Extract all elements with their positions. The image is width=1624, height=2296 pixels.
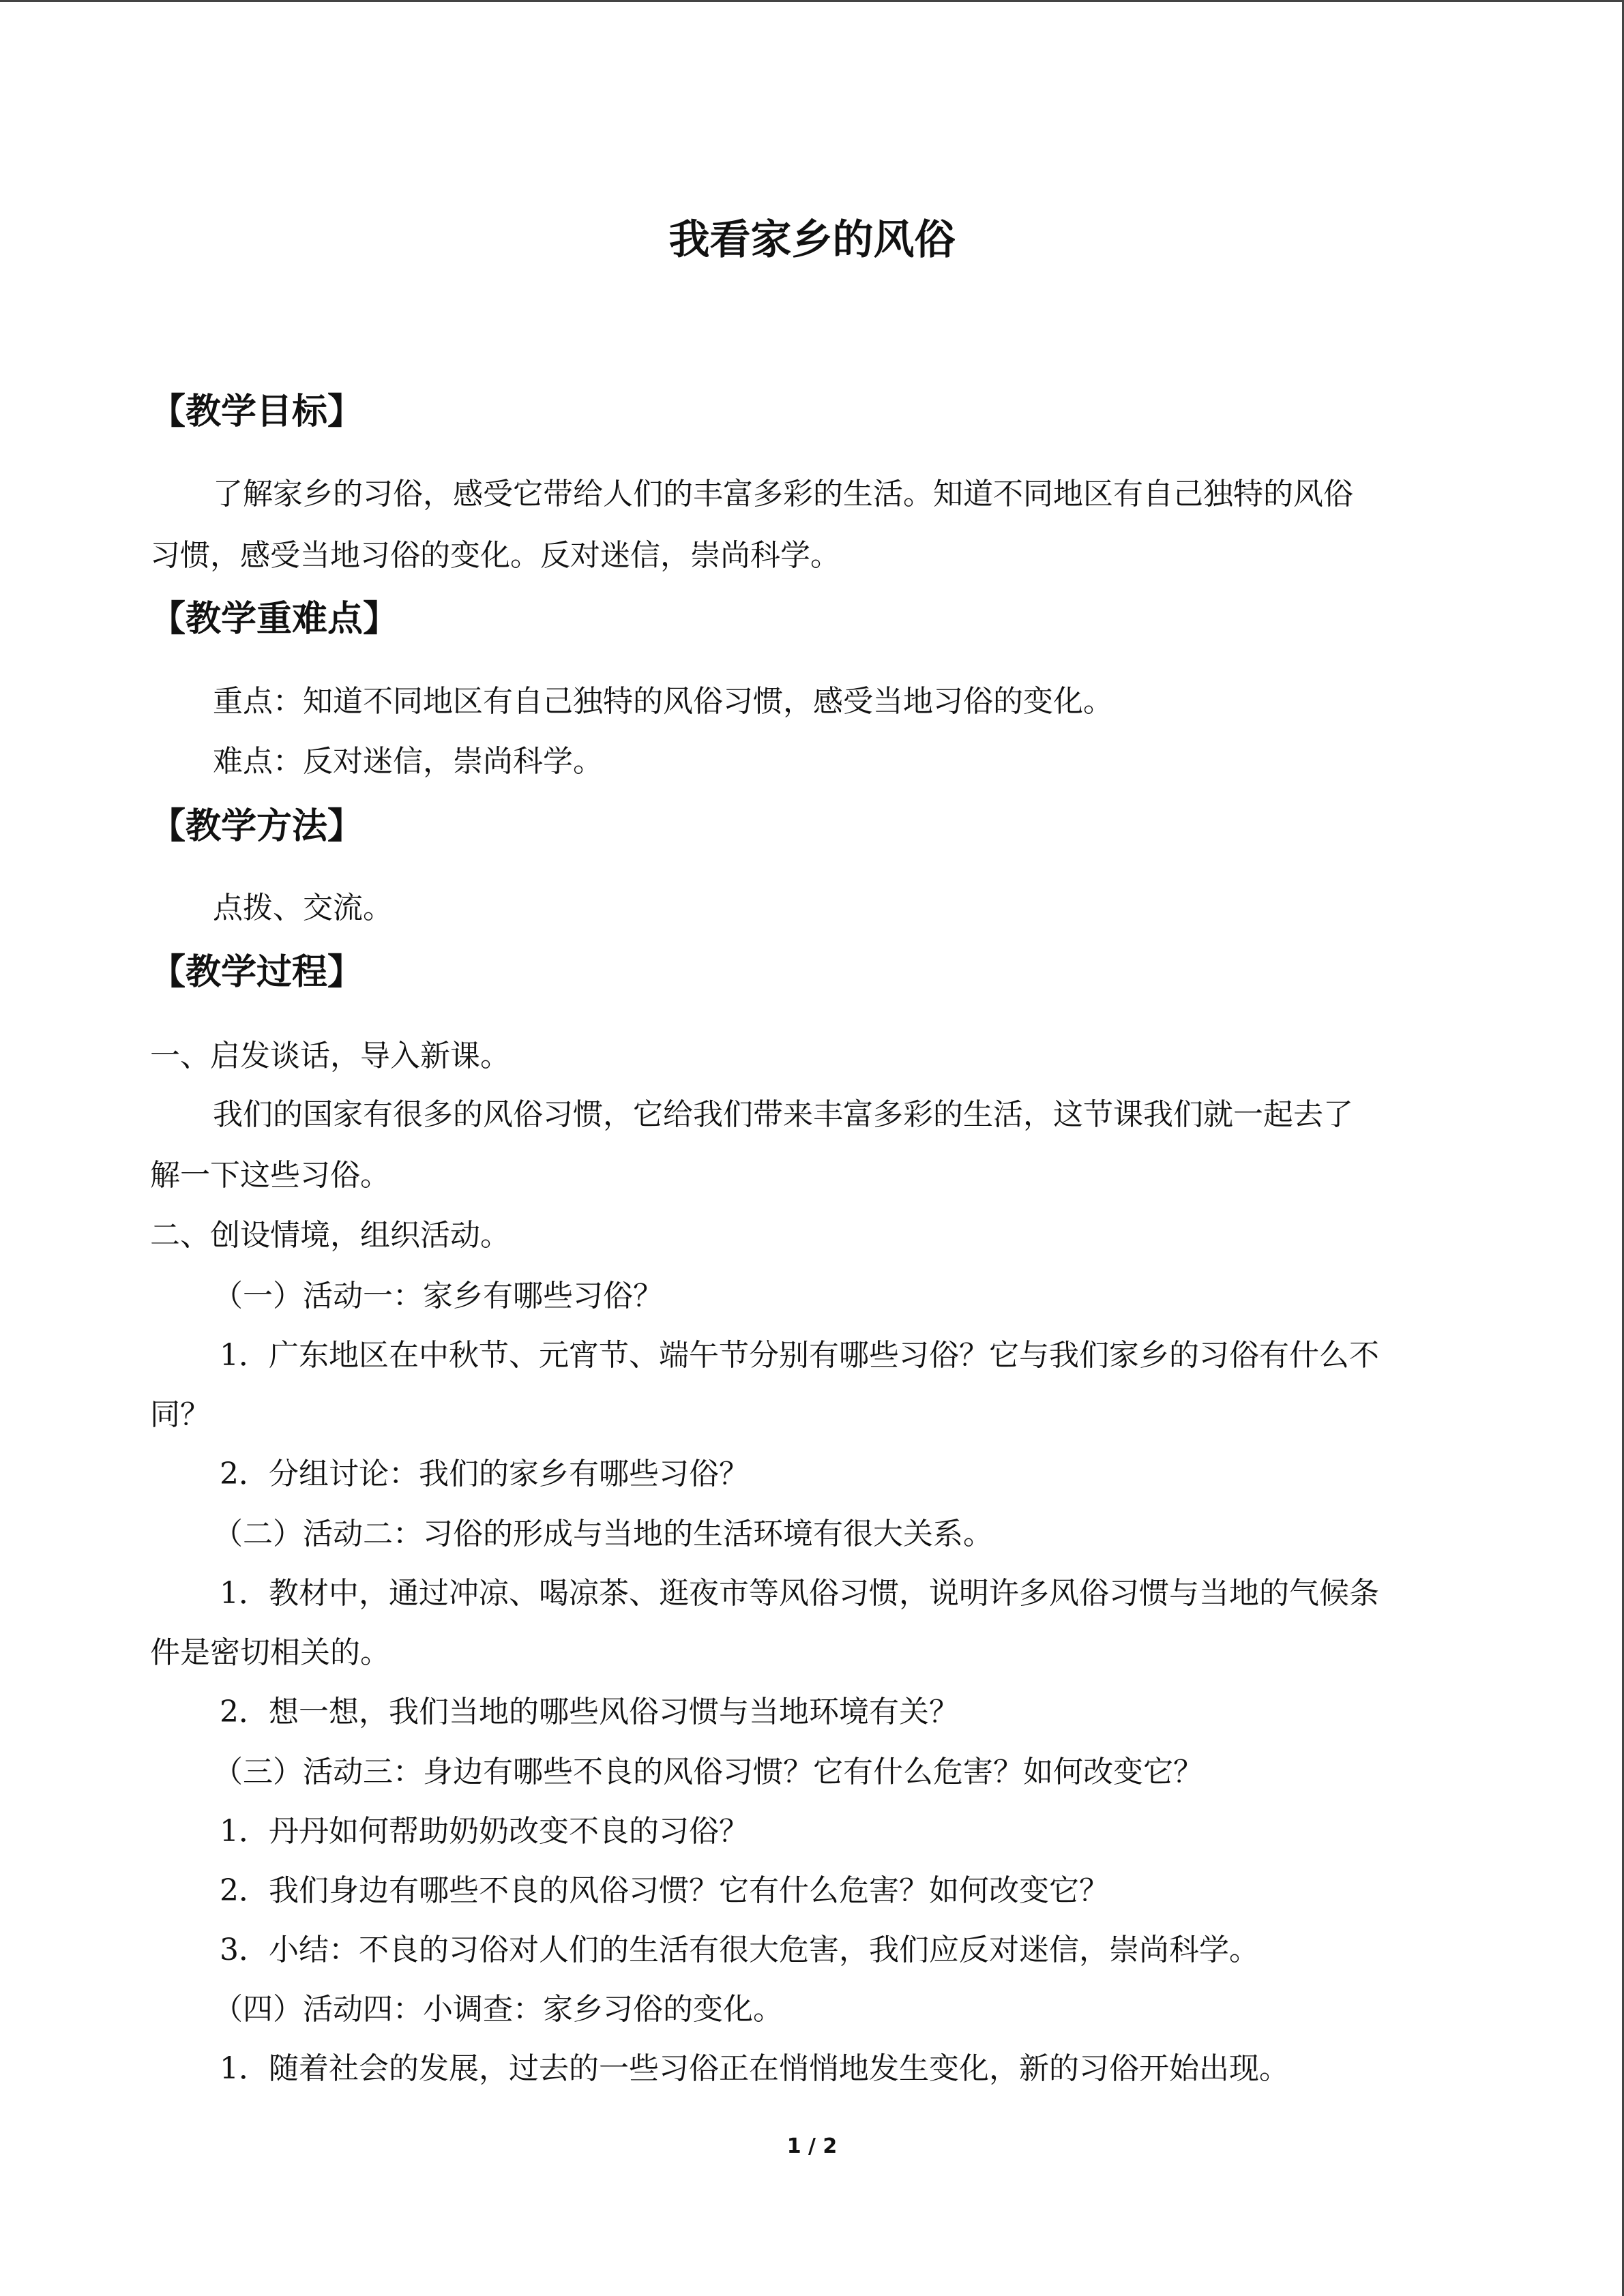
process-line-8: 2．分组讨论：我们的家乡有哪些习俗？ <box>220 1457 749 1491</box>
objectives-line-2: 习惯，感受当地习俗的变化。反对迷信，崇尚科学。 <box>150 538 840 573</box>
process-line-7: 同？ <box>150 1397 210 1432</box>
process-line-18: 1．随着社会的发展，过去的一些习俗正在悄悄地发生变化，新的习俗开始出现。 <box>220 2051 1289 2086</box>
process-line-15: 2．我们身边有哪些不良的风俗习惯？它有什么危害？如何改变它？ <box>220 1873 1109 1908</box>
methods-line-1: 点拨、交流。 <box>213 891 393 925</box>
process-line-6: 1．广东地区在中秋节、元宵节、端午节分别有哪些习俗？它与我们家乡的习俗有什么不 <box>220 1338 1379 1373</box>
process-line-12: 2．想一想，我们当地的哪些风俗习惯与当地环境有关？ <box>220 1695 959 1729</box>
process-line-10: 1．教材中，通过冲凉、喝凉茶、逛夜市等风俗习惯，说明许多风俗习惯与当地的气候条 <box>220 1576 1379 1611</box>
heading-process: 【教学过程】 <box>150 952 364 993</box>
process-line-5: （一）活动一：家乡有哪些习俗？ <box>213 1279 663 1313</box>
heading-key-points: 【教学重难点】 <box>150 599 399 640</box>
process-line-9: （二）活动二：习俗的形成与当地的生活环境有很大关系。 <box>213 1517 993 1551</box>
heading-methods: 【教学方法】 <box>150 806 364 847</box>
process-line-2: 我们的国家有很多的风俗习惯，它给我们带来丰富多彩的生活，这节课我们就一起去了 <box>213 1097 1353 1132</box>
process-line-14: 1．丹丹如何帮助奶奶改变不良的习俗？ <box>220 1814 749 1849</box>
page-number: 1 / 2 <box>786 2134 838 2158</box>
key-points-line-2: 难点：反对迷信，崇尚科学。 <box>213 744 603 779</box>
process-line-17: （四）活动四：小调查：家乡习俗的变化。 <box>213 1992 783 2027</box>
process-line-11: 件是密切相关的。 <box>150 1635 390 1670</box>
process-line-1: 一、启发谈话，导入新课。 <box>150 1039 510 1073</box>
process-line-3: 解一下这些习俗。 <box>150 1158 390 1193</box>
process-line-16: 3．小结：不良的习俗对人们的生活有很大危害，我们应反对迷信，崇尚科学。 <box>220 1933 1259 1967</box>
page-title: 我看家乡的风俗 <box>668 216 956 264</box>
key-points-line-1: 重点：知道不同地区有自己独特的风俗习惯，感受当地习俗的变化。 <box>213 684 1113 719</box>
objectives-line-1: 了解家乡的习俗，感受它带给人们的丰富多彩的生活。知道不同地区有自己独特的风俗 <box>213 477 1353 511</box>
process-line-13: （三）活动三：身边有哪些不良的风俗习惯？它有什么危害？如何改变它？ <box>213 1755 1203 1789</box>
heading-objectives: 【教学目标】 <box>150 391 364 432</box>
page-border-top <box>0 0 1624 2</box>
process-line-4: 二、创设情境，组织活动。 <box>150 1218 510 1253</box>
